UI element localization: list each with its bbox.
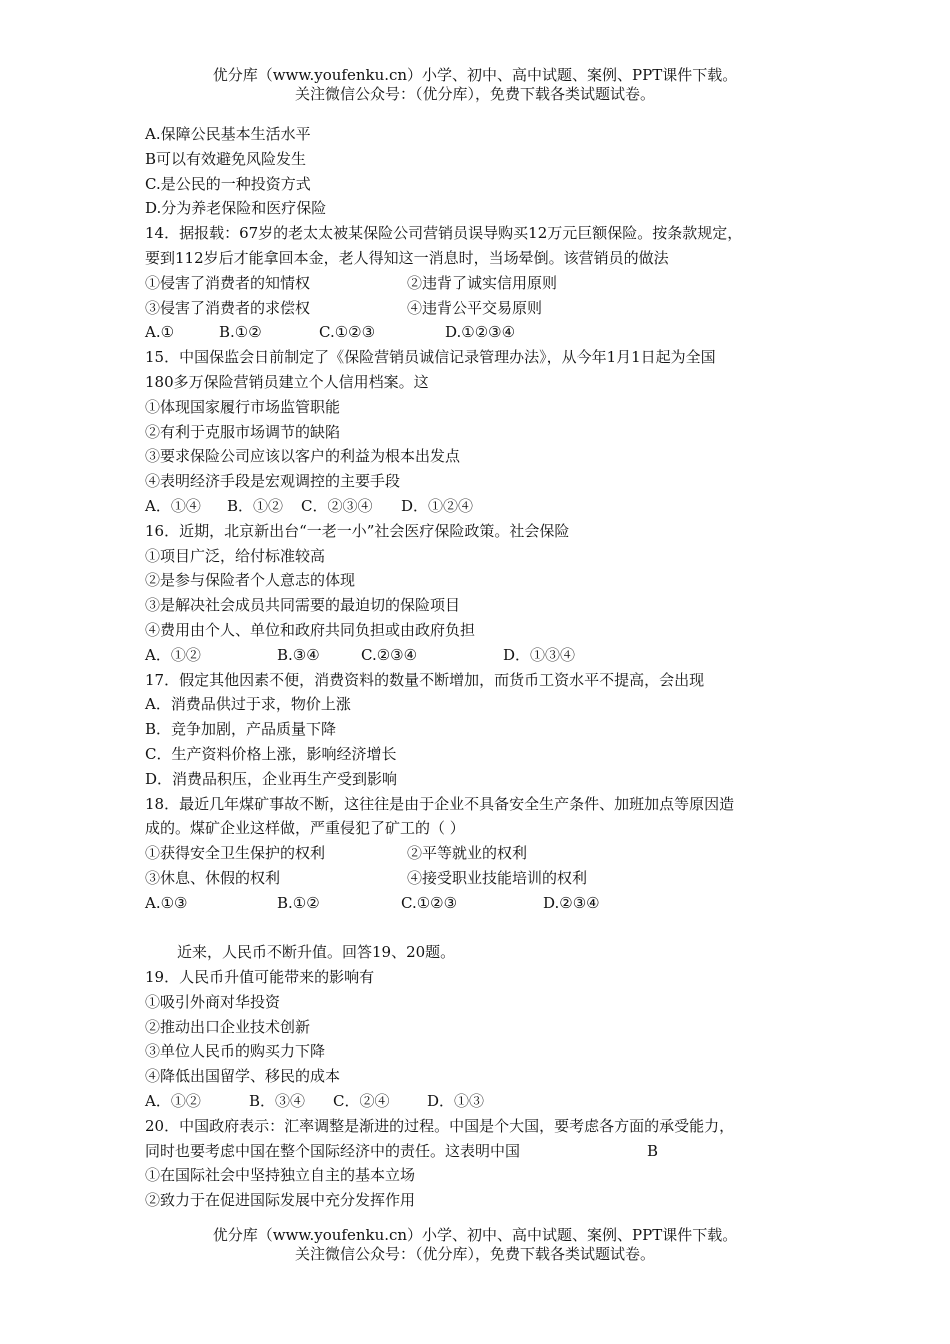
q19-stem: 19．人民币升值可能带来的影响有 bbox=[145, 968, 375, 987]
q18-choice-d: D.②③④ bbox=[543, 893, 600, 912]
q18-item-1: ①获得安全卫生保护的权利 bbox=[145, 844, 326, 863]
footer-line-1: 优分库（www.youfenku.cn）小学、初中、高中试题、案例、PPT课件下载。 bbox=[212, 1226, 738, 1244]
q16-item-2: ②是参与保险者个人意志的体现 bbox=[145, 571, 356, 590]
q14-choice-d: D.①②③④ bbox=[445, 323, 516, 342]
q16-choice-b: B.③④ bbox=[277, 645, 320, 664]
q17-option-c: C．生产资料价格上涨，影响经济增长 bbox=[145, 744, 397, 763]
q17-option-d: D．消费品积压，企业再生产受到影响 bbox=[145, 769, 398, 788]
q16-item-3: ③是解决社会成员共同需要的最迫切的保险项目 bbox=[145, 596, 461, 615]
q17-stem: 17．假定其他因素不便，消费资料的数量不断增加，而货币工资水平不提高，会出现 bbox=[145, 670, 705, 689]
q20-item-2: ②致力于在促进国际发展中充分发挥作用 bbox=[145, 1191, 416, 1210]
q15-choice-a: A．①④ bbox=[145, 496, 201, 515]
q17-option-b: B．竞争加剧，产品质量下降 bbox=[145, 720, 337, 739]
q15-item-1: ①体现国家履行市场监管职能 bbox=[145, 397, 341, 416]
q14-choice-a: A.① bbox=[145, 323, 175, 342]
q19-choices bbox=[145, 1089, 825, 1114]
q16-item-4: ④费用由个人、单位和政府共同负担或由政府负担 bbox=[145, 620, 476, 639]
q18-item-3: ③休息、休假的权利 bbox=[145, 868, 281, 887]
q16-choice-c: C.②③④ bbox=[361, 645, 418, 664]
q18-items-row-1 bbox=[145, 841, 825, 866]
q19-item-2: ②推动出口企业技术创新 bbox=[145, 1017, 311, 1036]
q16-choices bbox=[145, 643, 825, 668]
q14-choice-b: B.①② bbox=[219, 323, 262, 342]
q15-choice-d: D．①②④ bbox=[401, 496, 474, 515]
q19-choice-c: C．②④ bbox=[333, 1092, 390, 1111]
q18-items-row-2 bbox=[145, 866, 825, 891]
q15-item-2: ②有利于克服市场调节的缺陷 bbox=[145, 422, 341, 441]
q15-item-3: ③要求保险公司应该以客户的利益为根本出发点 bbox=[145, 447, 461, 466]
q19-choice-d: D．①③ bbox=[427, 1092, 485, 1111]
q14-items-row-1 bbox=[145, 271, 825, 296]
q14-item-1: ①侵害了消费者的知情权 bbox=[145, 273, 311, 292]
q18-choices bbox=[145, 891, 825, 916]
q19-item-1: ①吸引外商对华投资 bbox=[145, 992, 281, 1011]
q14-item-4: ④违背公平交易原则 bbox=[407, 298, 543, 317]
q20-answer: B bbox=[647, 1141, 659, 1160]
q18-item-2: ②平等就业的权利 bbox=[407, 844, 528, 863]
q18-stem-1: 18．最近几年煤矿事故不断，这往往是由于企业不具备安全生产条件、加班加点等原因造 bbox=[145, 794, 735, 813]
q18-choice-c: C.①②③ bbox=[401, 893, 458, 912]
footer-line-2: 关注微信公众号：（优分库），免费下载各类试题试卷。 bbox=[294, 1245, 655, 1263]
q20-item-1: ①在国际社会中坚持独立自主的基本立场 bbox=[145, 1166, 416, 1185]
q18-stem-2: 成的。煤矿企业这样做，严重侵犯了矿工的（ ） bbox=[145, 819, 465, 838]
q14-items-row-2 bbox=[145, 296, 825, 321]
intro-19-20: 近来，人民币不断升值。回答19、20题。 bbox=[177, 943, 456, 962]
q19-item-4: ④降低出国留学、移民的成本 bbox=[145, 1067, 341, 1086]
page-header bbox=[0, 66, 950, 104]
header-line-1: 优分库（www.youfenku.cn）小学、初中、高中试题、案例、PPT课件下载。 bbox=[212, 66, 738, 84]
q18-item-4: ④接受职业技能培训的权利 bbox=[407, 868, 588, 887]
q15-item-4: ④表明经济手段是宏观调控的主要手段 bbox=[145, 472, 401, 491]
document-body bbox=[145, 122, 825, 1213]
q16-stem: 16．近期，北京新出台“一老一小”社会医疗保险政策。社会保险 bbox=[145, 521, 570, 540]
q14-stem-1: 14．据报载：67岁的老太太被某保险公司营销员误导购买12万元巨额保险。按条款规定， bbox=[145, 224, 743, 243]
q19-item-3: ③单位人民币的购买力下降 bbox=[145, 1042, 326, 1061]
q16-item-1: ①项目广泛，给付标准较高 bbox=[145, 546, 326, 565]
q14-choices bbox=[145, 320, 825, 345]
header-line-2: 关注微信公众号：（优分库），免费下载各类试题试卷。 bbox=[294, 85, 655, 103]
q20-stem-2: 同时也要考虑中国在整个国际经济中的责任。这表明中国 bbox=[145, 1141, 521, 1160]
q14-item-3: ③侵害了消费者的求偿权 bbox=[145, 298, 311, 317]
q19-choice-a: A．①② bbox=[145, 1092, 201, 1111]
blank-line bbox=[145, 916, 825, 941]
q16-choice-a: A．①② bbox=[145, 645, 201, 664]
q13-option-a: A.保障公民基本生活水平 bbox=[145, 125, 311, 143]
q15-choice-c: C．②③④ bbox=[301, 496, 373, 515]
page-footer bbox=[0, 1226, 950, 1264]
q19-choice-b: B．③④ bbox=[249, 1092, 306, 1111]
q15-stem-1: 15．中国保监会日前制定了《保险营销员诚信记录管理办法》，从今年1月1日起为全国 bbox=[145, 348, 716, 367]
q15-choice-b: B．①② bbox=[227, 496, 284, 515]
q20-stem-1: 20．中国政府表示：汇率调整是渐进的过程。中国是个大国，要考虑各方面的承受能力， bbox=[145, 1116, 735, 1135]
q18-choice-b: B.①② bbox=[277, 893, 320, 912]
q20-stem-2-row bbox=[145, 1139, 825, 1164]
q18-choice-a: A.①③ bbox=[145, 893, 188, 912]
q15-stem-2: 180多万保险营销员建立个人信用档案。这 bbox=[145, 372, 429, 391]
q13-option-d: D.分为养老保险和医疗保险 bbox=[145, 199, 327, 218]
q13-option-c: C.是公民的一种投资方式 bbox=[145, 174, 311, 193]
q13-option-b: B可以有效避免风险发生 bbox=[145, 149, 307, 168]
q14-choice-c: C.①②③ bbox=[319, 323, 376, 342]
q17-option-a: A．消费品供过于求，物价上涨 bbox=[145, 695, 351, 714]
q14-stem-2: 要到112岁后才能拿回本金，老人得知这一消息时，当场晕倒。该营销员的做法 bbox=[145, 248, 669, 267]
q16-choice-d: D．①③④ bbox=[503, 645, 576, 664]
q14-item-2: ②违背了诚实信用原则 bbox=[407, 273, 558, 292]
q15-choices bbox=[145, 494, 825, 519]
